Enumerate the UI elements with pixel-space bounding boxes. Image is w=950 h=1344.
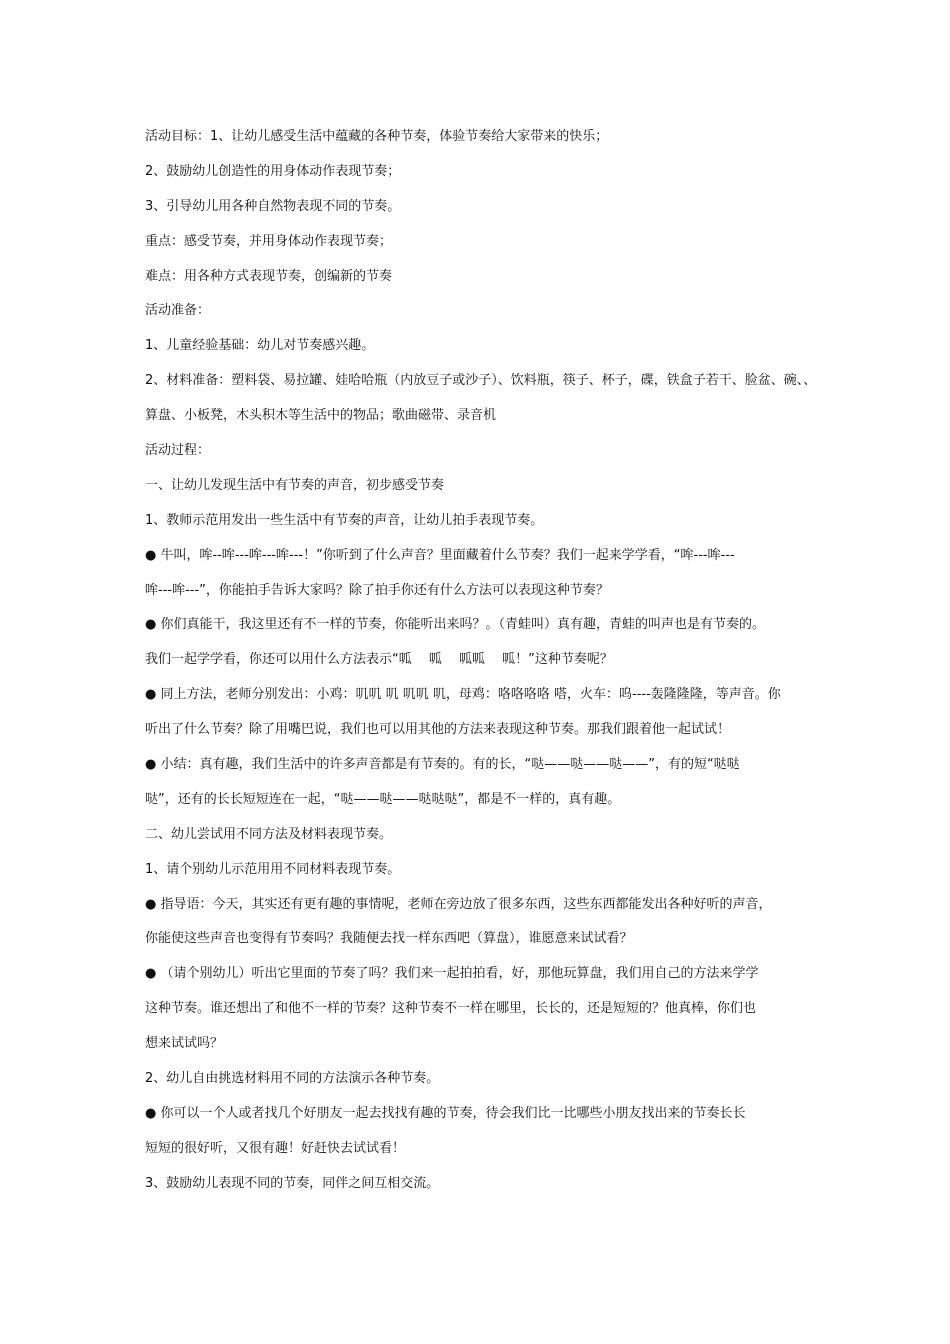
text-line: 你能使这些声音也变得有节奏吗？我随便去找一样东西吧（算盘），谁愿意来试试看？: [145, 931, 633, 947]
text-line: ● 你们真能干，我这里还有不一样的节奏，你能听出来吗？。（青蛙叫）真有趣，青蛙的叫声也是有节奏的。: [145, 617, 765, 633]
text-line: 难点：用各种方式表现节奏，创编新的节奏: [145, 268, 393, 284]
text-line: ● 指导语：今天，其实还有更有趣的事情呢，老师在旁边放了很多东西，这些东西都能发出各种好听的声音，: [145, 896, 772, 912]
text-line: 重点：感受节奏，并用身体动作表现节奏；: [145, 233, 393, 249]
text-line: 1、请个别幼儿示范用用不同材料表现节奏。: [145, 861, 401, 877]
text-line: 2、材料准备：塑料袋、易拉罐、娃哈哈瓶（内放豆子或沙子）、饮料瓶，筷子、杯子，碟，铁盒子若干、脸盆、碗、、: [145, 373, 817, 389]
text-line: 听出了什么节奏？除了用嘴巴说，我们也可以用其他的方法来表现这种节奏。那我们跟着他一起试试！: [145, 722, 731, 738]
text-line: 哒”，还有的长长短短连在一起，“哒——哒——哒哒哒”，都是不一样的，真有趣。: [145, 791, 621, 807]
text-line: ● 小结：真有趣，我们生活中的许多声音都是有节奏的。有的长，“哒——哒——哒——”，有的短“哒哒: [145, 757, 740, 773]
text-line: 1、教师示范用发出一些生活中有节奏的声音，让幼儿拍手表现节奏。: [145, 512, 544, 528]
text-line: 短短的很好听，又很有趣！好赶快去试试看！: [145, 1140, 406, 1156]
document-page: [145, 120, 817, 1202]
text-line: ● （请个别幼儿）听出它里面的节奏了吗？我们来一起拍拍看，好，那他玩算盘，我们用自己的方法来学学: [145, 966, 759, 982]
text-line: ● 牛叫，哞--哞---哞---哞---！”你听到了什么声音？里面藏着什么节奏？我们一起来学学看，“哞---哞---: [145, 547, 735, 563]
text-line: 想来试试吗？: [145, 1036, 224, 1052]
text-line: 这种节奏。谁还想出了和他不一样的节奏？这种节奏不一样在哪里，长长的，还是短短的？他真棒，你们也: [145, 1001, 757, 1017]
text-line: 活动目标：1、让幼儿感受生活中蕴藏的各种节奏，体验节奏给大家带来的快乐；: [145, 129, 609, 144]
text-line: 算盘、小板凳，木头积木等生活中的物品；歌曲磁带、录音机: [145, 408, 497, 424]
text-line: ● 同上方法，老师分别发出：小鸡：叽叽 叽 叽叽 叽，母鸡：咯咯咯咯 嗒，火车：呜----轰隆隆隆，等声音。你: [145, 687, 781, 703]
text-line: 活动准备：: [145, 303, 211, 319]
text-line: 哞---哞---”，你能拍手告诉大家吗？除了拍手你还有什么方法可以表现这种节奏？: [145, 582, 609, 598]
text-line: 二、幼儿尝试用不同方法及材料表现节奏。: [145, 826, 393, 842]
text-line: 2、鼓励幼儿创造性的用身体动作表现节奏；: [145, 163, 401, 179]
text-line: 一、让幼儿发现生活中有节奏的声音，初步感受节奏: [145, 477, 445, 493]
text-line: 3、鼓励幼儿表现不同的节奏，同伴之间互相交流。: [145, 1175, 440, 1191]
text-line: 我们一起学学看，你还可以用什么方法表示“呱 呱 呱呱 呱！”这种节奏呢？: [145, 652, 613, 668]
text-line: 3、引导幼儿用各种自然物表现不同的节奏。: [145, 198, 401, 214]
text-line: 2、幼儿自由挑选材料用不同的方法演示各种节奏。: [145, 1071, 440, 1087]
text-line: 1、儿童经验基础：幼儿对节奏感兴趣。: [145, 338, 375, 354]
text-line: 活动过程：: [145, 443, 211, 459]
text-line: ● 你可以一个人或者找几个好朋友一起去找找有趣的节奏，待会我们比一比哪些小朋友找出来的节奏长长: [145, 1105, 746, 1121]
